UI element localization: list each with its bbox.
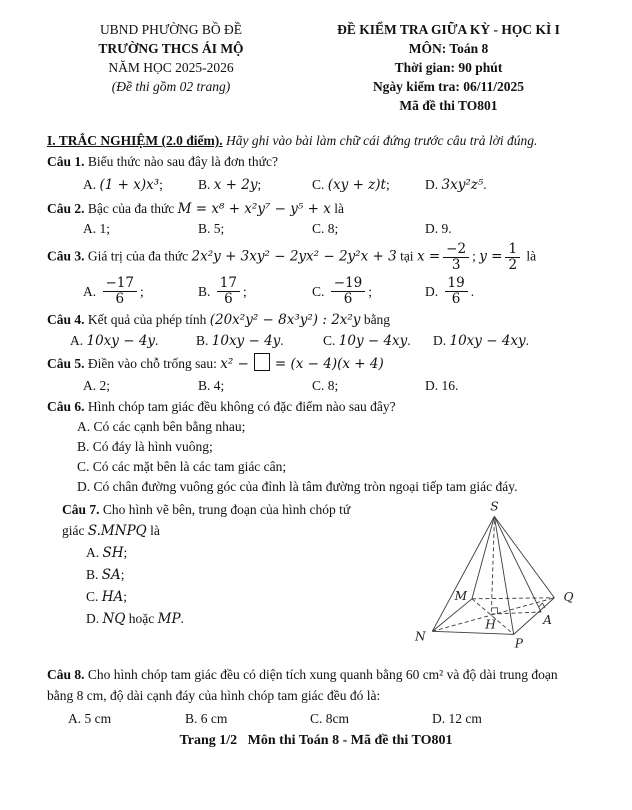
- question-2-formula: M = x⁸ + x²y⁷ − y⁵ + x: [177, 201, 331, 217]
- question-3-text3: là: [526, 248, 537, 264]
- section-1-instruction: Hãy ghi vào bài làm chữ cái đứng trước câu trả lời đúng.: [226, 133, 538, 148]
- option-a: A. 1;: [83, 221, 111, 236]
- option-d: D. 10xy − 4xy.: [433, 333, 530, 350]
- header-school-block: [47, 20, 295, 115]
- x-value-fraction: $\frac{-2}{3}$: [443, 242, 469, 273]
- question-4-label: Câu 4.: [47, 312, 85, 328]
- question-6-option-c: C. Có các mặt bên là các tam giác cân;: [77, 459, 287, 475]
- question-4-text: Kết quả của phép tính: [87, 312, 207, 328]
- exam-title: ĐỀ KIỂM TRA GIỮA KỲ - HỌC KÌ I: [337, 22, 560, 37]
- question-7-line1: Cho hình vẽ bên, trung đoạn của hình chóp tứ: [102, 502, 351, 518]
- header-school-name: TRƯỜNG THCS ÁI MỘ: [98, 41, 244, 56]
- question-8-line1: Cho hình chóp tam giác đều có diện tích xung quanh bằng 60 cm² và độ dài trung đoạn: [87, 667, 558, 683]
- section-1-heading: [47, 131, 602, 151]
- pyramid-figure: [414, 499, 592, 664]
- option-b: B. 4;: [198, 378, 225, 394]
- vertex-label-P: P: [514, 637, 523, 652]
- question-1-label: Câu 1.: [47, 154, 85, 169]
- blank-box: [254, 353, 270, 371]
- question-7-block: [47, 499, 602, 664]
- exam-header: [47, 20, 602, 115]
- question-6-text: Hình chóp tam giác đều không có đặc điểm nào sau đây?: [87, 399, 396, 415]
- exam-duration: Thời gian: 90 phút: [394, 60, 503, 75]
- question-7-line2: giác S.MNPQ là: [62, 523, 160, 540]
- question-3-options: [83, 276, 602, 307]
- question-6-option-a: A. Có các cạnh bên bằng nhau;: [77, 419, 246, 435]
- vertex-label-M: M: [454, 589, 468, 604]
- header-exam-block: [295, 20, 602, 115]
- question-5: [47, 352, 602, 376]
- header-school-year: NĂM HỌC 2025-2026: [108, 60, 234, 75]
- vertex-label-N: N: [415, 629, 426, 644]
- question-5-label: Câu 5.: [47, 356, 85, 372]
- section-1-title: I. TRẮC NGHIỆM (2.0 điểm).: [47, 133, 223, 148]
- question-1-text: Biểu thức nào sau đây là đơn thức?: [87, 154, 278, 169]
- edge-MQ: [472, 598, 554, 599]
- question-8-label: Câu 8.: [47, 667, 85, 683]
- question-5-options: [83, 376, 602, 396]
- question-7-option-a: A. SH;: [86, 545, 128, 562]
- question-6-label: Câu 6.: [47, 399, 85, 415]
- question-4: [47, 309, 602, 331]
- altitude-SH: [491, 521, 494, 615]
- edge-SN: [432, 517, 494, 632]
- question-4-text2: bằng: [363, 312, 391, 328]
- option-a: A. (1 + x)x³;: [83, 177, 163, 193]
- question-4-formula: (20x²y² − 8x³y²) : 2x²y: [209, 312, 361, 329]
- question-2-label: Câu 2.: [47, 201, 85, 216]
- edge-MN: [432, 599, 472, 632]
- header-page-count-note: (Đề thi gồm 02 trang): [111, 79, 231, 94]
- option-a: A. 5 cm: [68, 711, 112, 727]
- question-2: [47, 199, 602, 219]
- option-c: C. 8;: [312, 378, 339, 394]
- question-1-options: [83, 172, 602, 198]
- option-d: D. 9.: [425, 221, 452, 236]
- header-authority: UBND PHƯỜNG BỒ ĐỀ: [99, 22, 243, 37]
- option-c: C. 8cm: [310, 711, 350, 727]
- y-value-fraction: $\frac{1}{2}$: [505, 242, 520, 273]
- exam-code: Mã đề thi TO801: [399, 98, 498, 113]
- question-1: [47, 152, 602, 172]
- exam-date: Ngày kiểm tra: 06/11/2025: [372, 79, 525, 94]
- question-2-options: [83, 219, 602, 239]
- page-footer: Trang 1/2 Môn thi Toán 8 - Mã đề thi TO801: [179, 733, 453, 748]
- option-d: D. 12 cm: [432, 711, 482, 727]
- question-7: [47, 499, 414, 520]
- question-2-text: Bậc của đa thức: [87, 201, 175, 216]
- edge-SP: [494, 517, 513, 635]
- option-b: B. 10xy − 4y.: [196, 333, 284, 350]
- question-3-label: Câu 3.: [47, 248, 85, 264]
- vertex-label-H: H: [485, 617, 496, 632]
- question-6-option-b: B. Có đáy là hình vuông;: [77, 439, 213, 455]
- right-angle-H: [492, 608, 498, 614]
- vertex-label-S: S: [490, 499, 499, 514]
- question-6-option-d: D. Có chân đường vuông góc của đỉnh là tâm đường tròn ngoại tiếp tam giác đáy.: [77, 479, 518, 495]
- option-b: B. x + 2y;: [198, 177, 262, 193]
- option-d: D. $\frac{19}{6}$ .: [425, 275, 475, 308]
- question-8: [47, 665, 602, 685]
- question-5-formula-post: = (x − 4)(x + 4): [274, 356, 384, 373]
- question-5-formula-pre: x² −: [220, 356, 249, 373]
- option-b: B. 5;: [198, 221, 225, 236]
- option-a: A. $\frac{-17}{6}$ ;: [83, 275, 144, 308]
- question-3: Câu 3. Giá trị của đa thức 2x²y + 3xy² − 2yx² − 2y²x + 3 tại x = $\frac{-2}{3}$ ; y = $\frac{1}{2}$ là: [47, 241, 537, 274]
- question-7-option-c: C. HA;: [86, 589, 128, 606]
- question-3-formula: 2x²y + 3xy² − 2yx² − 2y²x + 3: [191, 248, 397, 265]
- question-7-text-column: [47, 499, 414, 664]
- question-3-text: Giá trị của đa thức: [87, 248, 189, 264]
- x-equals: x =: [416, 248, 441, 265]
- edge-NP: [432, 632, 513, 635]
- option-d: D. 16.: [425, 378, 459, 394]
- option-d: D. 3xy²z⁵.: [425, 177, 487, 193]
- option-c: C. 8;: [312, 221, 339, 236]
- question-2-text2: là: [334, 201, 344, 216]
- option-a: A. 2;: [83, 378, 111, 394]
- question-7-option-b: B. SA;: [86, 567, 125, 584]
- option-b: B. 6 cm: [185, 711, 228, 727]
- vertex-label-Q: Q: [563, 590, 574, 605]
- question-6: [47, 397, 602, 417]
- question-8-options: [68, 709, 602, 729]
- question-5-text: Điền vào chỗ trống sau:: [87, 356, 217, 372]
- question-3-text2: tại: [400, 248, 414, 264]
- pyramid-name: S.MNPQ: [87, 523, 147, 540]
- option-c: C. (xy + z)t;: [312, 177, 390, 193]
- y-equals: y =: [479, 248, 503, 265]
- edge-SM: [472, 517, 494, 599]
- edge-SQ: [494, 517, 554, 598]
- option-a: A. 10xy − 4y.: [70, 333, 159, 350]
- question-8-line2: bằng 8 cm, độ dài cạnh đáy của hình chóp tam giác đều đó là:: [47, 688, 381, 704]
- option-b: B. $\frac{17}{6}$ ;: [198, 275, 247, 308]
- vertex-label-A: A: [543, 613, 552, 628]
- exam-subject: MÔN: Toán 8: [408, 41, 489, 56]
- question-7-option-d: D. NQ hoặc MP.: [86, 611, 184, 628]
- question-4-options: [70, 331, 602, 351]
- option-c: C. 10y − 4xy.: [323, 333, 411, 350]
- question-7-label: Câu 7.: [62, 502, 100, 518]
- option-c: C. $\frac{-19}{6}$ ;: [312, 275, 373, 308]
